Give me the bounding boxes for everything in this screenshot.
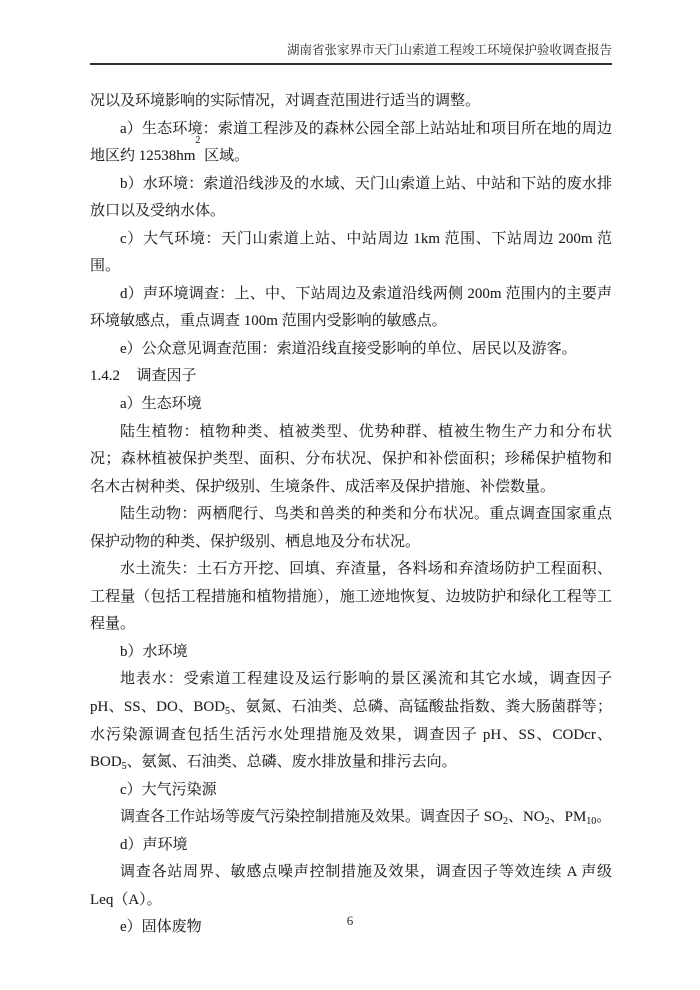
sub-text: 10 [586, 816, 597, 828]
paragraph: 陆生动物：两栖爬行、鸟类和兽类的种类和分布状况。重点调查国家重点保护动物的种类、保护级别、栖息地及分布状况。 [90, 506, 612, 550]
paragraph: d）声环境 [120, 836, 188, 853]
paragraph: b）水环境 [120, 643, 188, 660]
paragraph: 况以及环境影响的实际情况，对调查范围进行适当的调整。 [90, 93, 481, 109]
section-number: 1.4.2 [90, 368, 120, 385]
sup-text: 2 [195, 135, 201, 147]
paragraph: 调查各站周界、敏感点噪声控制措施及效果，调查因子等效连续 A 声级 Leq（A）。 [90, 864, 612, 908]
paragraph: 陆生植物：植物种类、植被类型、优势种群、植被生物生产力和分布状况；森林植被保护类型、面积、分布状况、保护和补偿面积；珍稀保护植物和名木古树种类、保护级别、生境条件、成活率及保护措施、补偿数量。 [90, 423, 612, 495]
paragraph: d）声环境调查：上、中、下站周边及索道沿线两侧 200m 范围内的主要声环境敏感点，重点调查 100m 范围内受影响的敏感点。 [90, 285, 612, 330]
paragraph: a）生态环境 [120, 396, 202, 413]
paragraph: a）生态环境：索道工程涉及的森林公园全部上站站址和项目所在地的周边地区约 $12538hm^2$ 区域。 [90, 120, 612, 165]
paragraph: e）固体废物 [120, 919, 202, 936]
paragraph: c）大气污染源 [120, 781, 217, 798]
paragraph: 水土流失：土石方开挖、回填、弃渣量，各料场和弃渣场防护工程面积、工程量（包括工程措施和植物措施），施工迹地恢复、边坡防护和绿化工程等工程量。 [90, 561, 612, 633]
paragraph: e）公众意见调查范围：索道沿线直接受影响的单位、居民以及游客。 [120, 340, 577, 357]
paragraph: c）大气环境：天门山索道上站、中站周边 1km 范围、下站周边 200m 范围。 [90, 230, 612, 275]
paragraph: b）水环境：索道沿线涉及的水域、天门山索道上站、中站和下站的废水排放口以及受纳水体。 [90, 175, 612, 220]
document-body [90, 88, 612, 942]
section-title: 调查因子 [136, 368, 197, 385]
paragraph: 调查各工作站场等废气污染控制措施及效果。调查因子 $SO_2$、$NO_2$、$PM_{10}$。 [120, 809, 612, 828]
sub-text: 2 [544, 816, 550, 828]
running-header: 湖南省张家界市天门山索道工程竣工环境保护验收调查报告 [90, 43, 612, 65]
sub-text: 5 [121, 761, 127, 773]
paragraph: 地表水：受索道工程建设及运行影响的景区溪流和其它水域，调查因子 pH、SS、DO、$BOD_5$、氨氮、石油类、总磷、高锰酸盐指数、粪大肠菌群等；水污染源调查包括生活污水处理措施及效果，调查因子 pH、SS、CODcr、$BOD_5$、氨氮、石油类、总磷、废水排放量和排污去向。 [90, 671, 612, 773]
sub-text: 2 [502, 816, 508, 828]
sub-text: 5 [225, 706, 231, 718]
page-number: 6 [346, 913, 354, 928]
section-heading [90, 363, 612, 391]
